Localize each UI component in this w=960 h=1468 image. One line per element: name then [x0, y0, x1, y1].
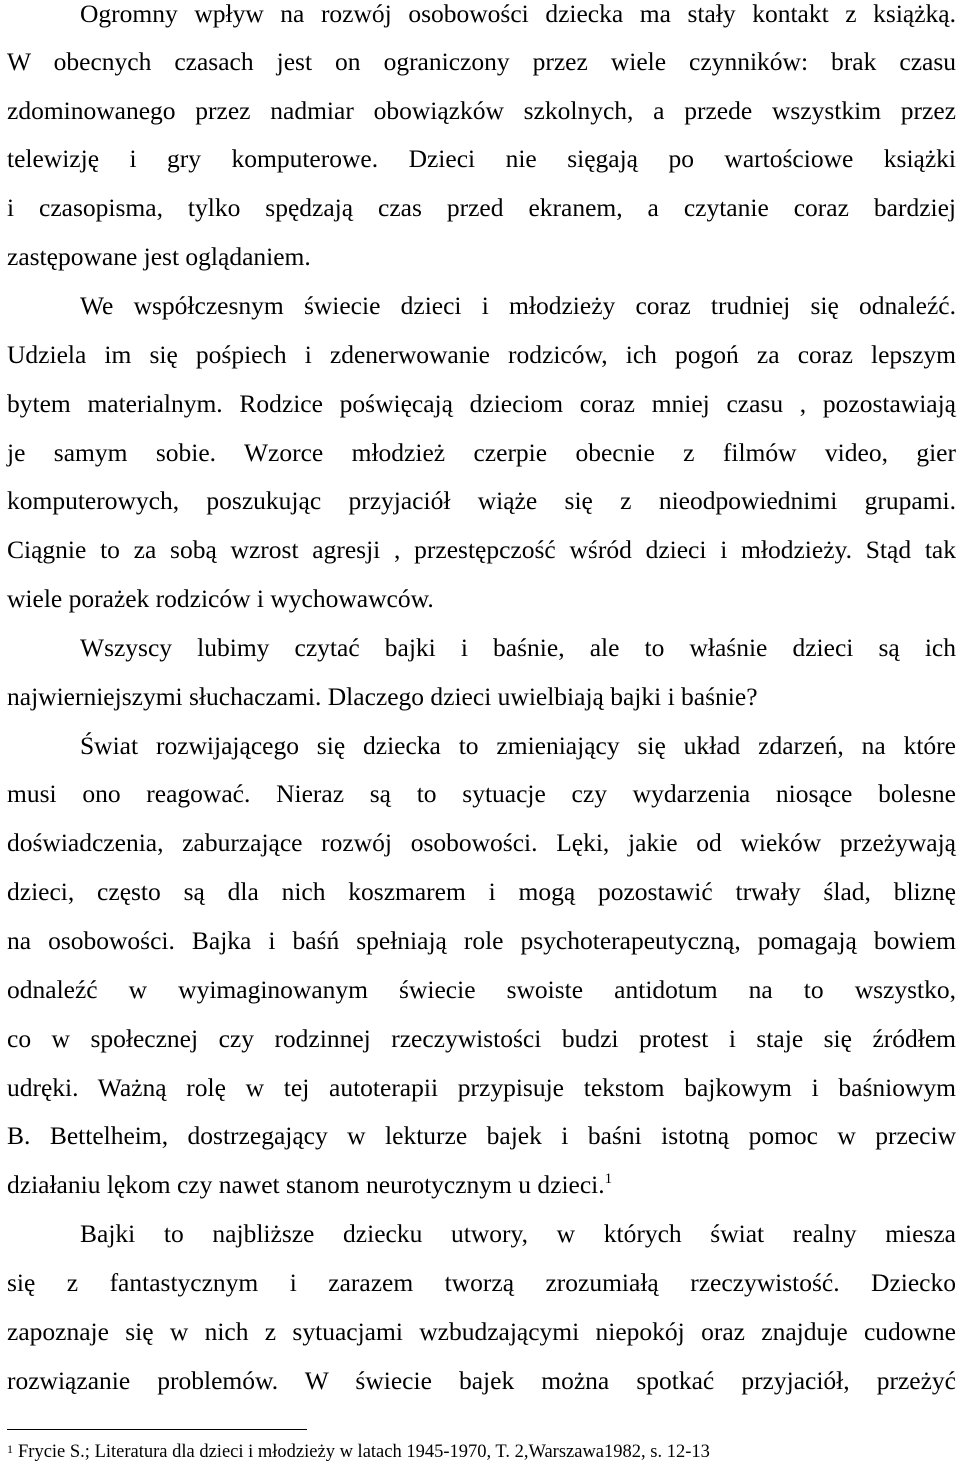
paragraph-4-line-10 [7, 1168, 956, 1202]
paragraph-4-line-4: dzieci, często są dla nich koszmarem i mogą pozostawić trwały ślad, bliznę [7, 877, 956, 906]
paragraph-2-line-3: bytem materialnym. Rodzice poświęcają dzieciom coraz mniej czasu , pozostawiają [7, 389, 956, 418]
paragraph-4-line-1: Świat rozwijającego się dziecka to zmieniający się układ zdarzeń, na które [80, 731, 956, 760]
paragraph-1-line-3: zdominowanego przez nadmiar obowiązków szkolnych, a przede wszystkim przez [7, 96, 956, 125]
footnote-text: Frycie S.; Literatura dla dzieci i młodzieży w latach 1945-1970, T. 2,Warszawa1982, s. 12-13 [18, 1442, 710, 1462]
paragraph-5-line-4: rozwiązanie problemów. W świecie bajek można spotkać przyjaciół, przeżyć [7, 1366, 956, 1395]
paragraph-1-line-6: zastępowane jest oglądaniem. [7, 242, 311, 271]
paragraph-2-line-7: wiele porażek rodziców i wychowawców. [7, 584, 434, 613]
paragraph-4-line-10-text: działaniu lękom czy nawet stanom neurotycznym u dzieci. [7, 1170, 605, 1199]
paragraph-4-line-2: musi ono reagować. Nieraz są to sytuacje czy wydarzenia niosące bolesne [7, 779, 956, 808]
paragraph-1-line-1: Ogromny wpływ na rozwój osobowości dziecka ma stały kontakt z książką. [80, 0, 956, 28]
paragraph-2-line-5: komputerowych, poszukując przyjaciół wiąże się z nieodpowiednimi grupami. [7, 486, 956, 515]
paragraph-3-line-1: Wszyscy lubimy czytać bajki i baśnie, ale to właśnie dzieci są ich [80, 633, 956, 662]
paragraph-1-line-4: telewizję i gry komputerowe. Dzieci nie sięgają po wartościowe książki [7, 144, 956, 173]
paragraph-5-line-2: się z fantastycznym i zarazem tworzą zrozumiałą rzeczywistość. Dziecko [7, 1268, 956, 1297]
paragraph-4-line-5: na osobowości. Bajka i baśń spełniają role psychoterapeutyczną, pomagają bowiem [7, 926, 956, 955]
paragraph-4-line-7: co w społecznej czy rodzinnej rzeczywistości budzi protest i staje się źródłem [7, 1024, 956, 1053]
paragraph-2-line-6: Ciągnie to za sobą wzrost agresji , przestępczość wśród dzieci i młodzieży. Stąd tak [7, 535, 956, 564]
paragraph-4-line-6: odnaleźć w wyimaginowanym świecie swoiste antidotum na to wszystko, [7, 975, 956, 1004]
footnote [7, 1439, 956, 1465]
paragraph-4-line-3: doświadczenia, zaburzające rozwój osobowości. Lęki, jakie od wieków przeżywają [7, 828, 956, 857]
paragraph-5-line-3: zapoznaje się w nich z sytuacjami wzbudzającymi niepokój oraz znajduje cudowne [7, 1317, 956, 1346]
footnote-separator [7, 1429, 307, 1430]
paragraph-2-line-1: We współczesnym świecie dzieci i młodzieży coraz trudniej się odnaleźć. [80, 291, 956, 320]
paragraph-1-line-5: i czasopisma, tylko spędzają czas przed ekranem, a czytanie coraz bardziej [7, 193, 956, 222]
paragraph-5-line-1: Bajki to najbliższe dziecku utwory, w których świat realny miesza [80, 1219, 956, 1248]
footnote-number: 1 [7, 1442, 13, 1456]
paragraph-3-line-2: najwierniejszymi słuchaczami. Dlaczego dzieci uwielbiają bajki i baśnie? [7, 682, 758, 711]
paragraph-4-line-9: B. Bettelheim, dostrzegający w lekturze bajek i baśni istotną pomoc w przeciw [7, 1121, 956, 1150]
footnote-reference: 1 [604, 1171, 613, 1187]
paragraph-2-line-4: je samym sobie. Wzorce młodzież czerpie obecnie z filmów video, gier [7, 438, 956, 467]
paragraph-2-line-2: Udziela im się pośpiech i zdenerwowanie rodziców, ich pogoń za coraz lepszym [7, 340, 956, 369]
paragraph-1-line-2: W obecnych czasach jest on ograniczony przez wiele czynników: brak czasu [7, 47, 956, 76]
paragraph-4-line-8: udręki. Ważną rolę w tej autoterapii przypisuje tekstom bajkowym i baśniowym [7, 1073, 956, 1102]
